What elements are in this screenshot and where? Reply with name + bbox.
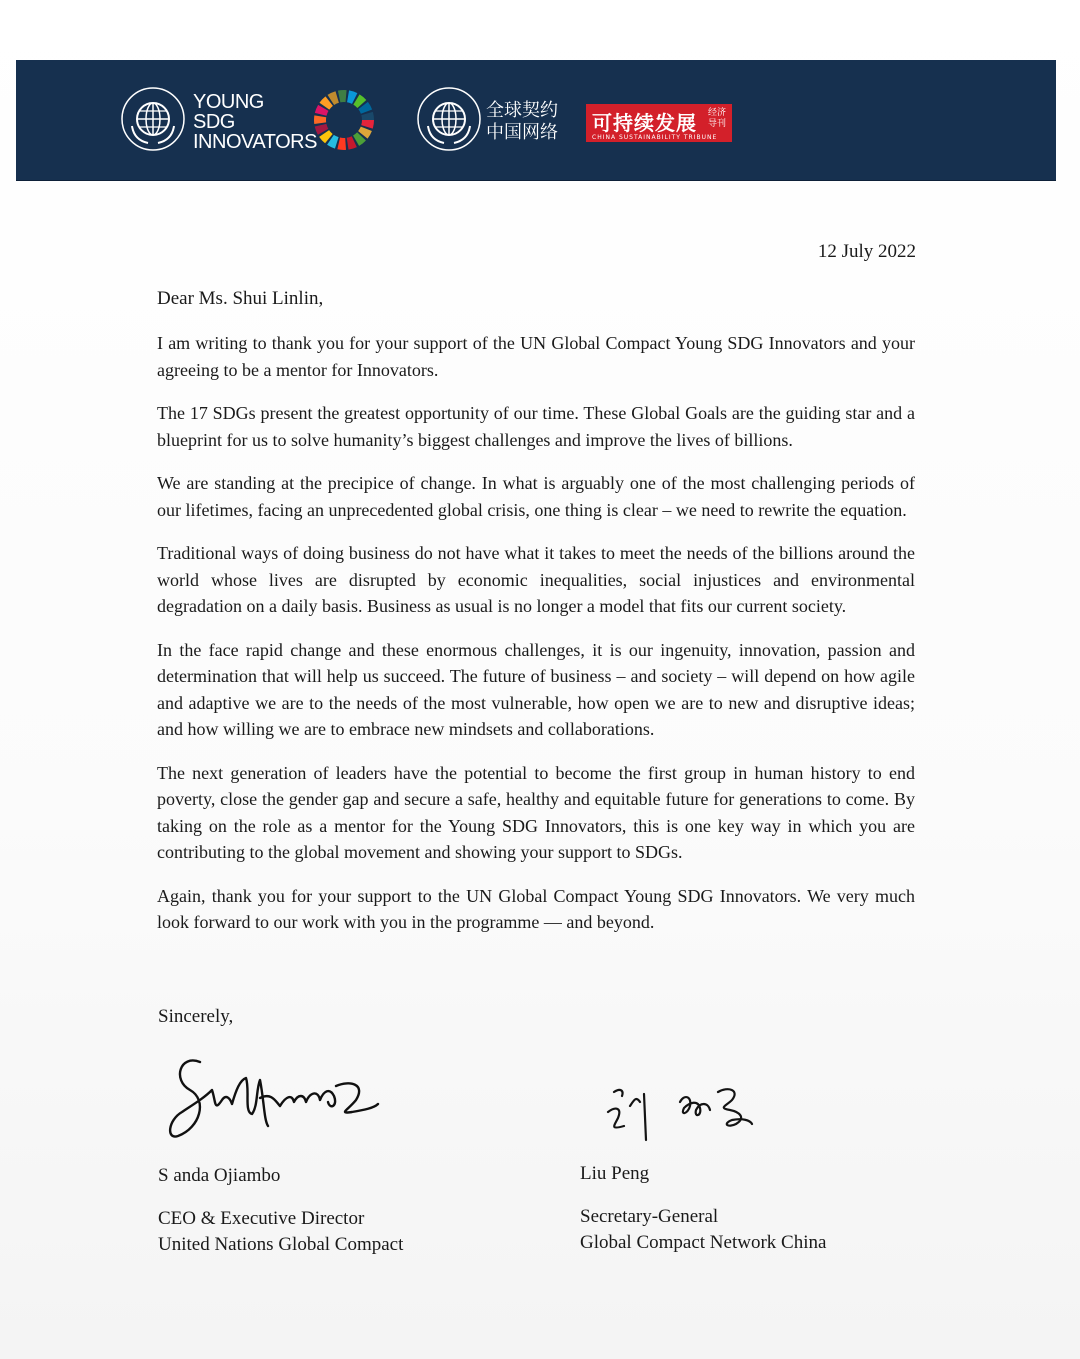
signature-ojiambo-icon [160,1050,390,1145]
tribune-side-label: 经济导刊 [708,108,727,129]
signatory-title: Secretary-General [580,1206,719,1227]
signatory-name: Liu Peng [580,1163,650,1184]
closing: Sincerely, [158,1006,234,1027]
signatory-name: S anda Ojiambo [158,1165,281,1186]
body-paragraph: The 17 SDGs present the greatest opportunity of our time. These Global Goals are the guiding star and a blueprint for us to solve humanity’s biggest challenges and improve the lives of billions. [157,403,915,450]
wordmark-line-sdg: SDG [193,111,235,133]
signatory-liu-peng [580,1161,826,1256]
young-sdg-innovators-wordmark [193,92,317,152]
body-paragraph: We are standing at the precipice of change. In what is arguably one of the most challenging periods of our lifetimes, facing an unprecedented global crisis, one thing is clear – we need to rewrite the equation. [157,473,915,520]
signatory-organization: Global Compact Network China [580,1232,827,1253]
body-paragraph: Again, thank you for your support to the UN Global Compact Young SDG Innovators. We very much look forward to our work with you in the programme — and beyond. [157,885,915,932]
un-global-compact-logo-icon [120,86,186,152]
global-compact-network-logo-icon [416,86,482,152]
sustainability-tribune-logo [586,104,732,142]
sdg-color-wheel-icon [312,88,376,152]
tribune-english-name: CHINA SUSTAINABILITY TRIBUNE [592,134,718,141]
signature-liu-peng-icon [600,1072,760,1144]
body-paragraph: Traditional ways of doing business do not have what it takes to meet the needs of the billions around the world whose lives are disrupted by economic inequalities, social injustices and environmental degradation on a daily basis. Business as usual is no longer a model that fits our current society. [157,543,915,616]
body-paragraph: In the face rapid change and these enormous challenges, it is our ingenuity, innovation, passion and determination that will help us succeed. The future of business – and society – will depend on how agile and adaptive we are to the needs of the most vulnerable, how open we are to new and disruptive ideas; and how willing we are to embrace new mindsets and collaborations. [157,639,915,739]
signatory-organization: United Nations Global Compact [158,1234,404,1255]
network-line-2: 中国网络 [486,122,558,143]
letterhead-banner [16,60,1056,180]
body-paragraph: I am writing to thank you for your support of the UN Global Compact Young SDG Innovators and your agreeing to be a mentor for Innovators. [157,333,915,380]
tribune-title: 可持续发展 [592,111,697,135]
letter-date: 12 July 2022 [817,241,916,262]
body-paragraph: The next generation of leaders have the potential to become the first group in human history to end poverty, close the gender gap and secure a safe, healthy and equitable future for generations to come. By taking on the role as a mentor for the Young SDG Innovators, this is one key way in which you are contributing to the global movement and showing your support to SDGs. [157,762,915,862]
network-line-1: 全球契约 [486,100,558,121]
wordmark-line-innovators: INNOVATORS [193,131,317,153]
network-china-wordmark [486,100,558,144]
wordmark-line-young: YOUNG [193,91,264,113]
salutation: Dear Ms. Shui Linlin, [157,288,324,309]
signatory-ojiambo [158,1163,403,1258]
signatory-title: CEO & Executive Director [158,1208,365,1229]
letter-body [157,330,915,953]
